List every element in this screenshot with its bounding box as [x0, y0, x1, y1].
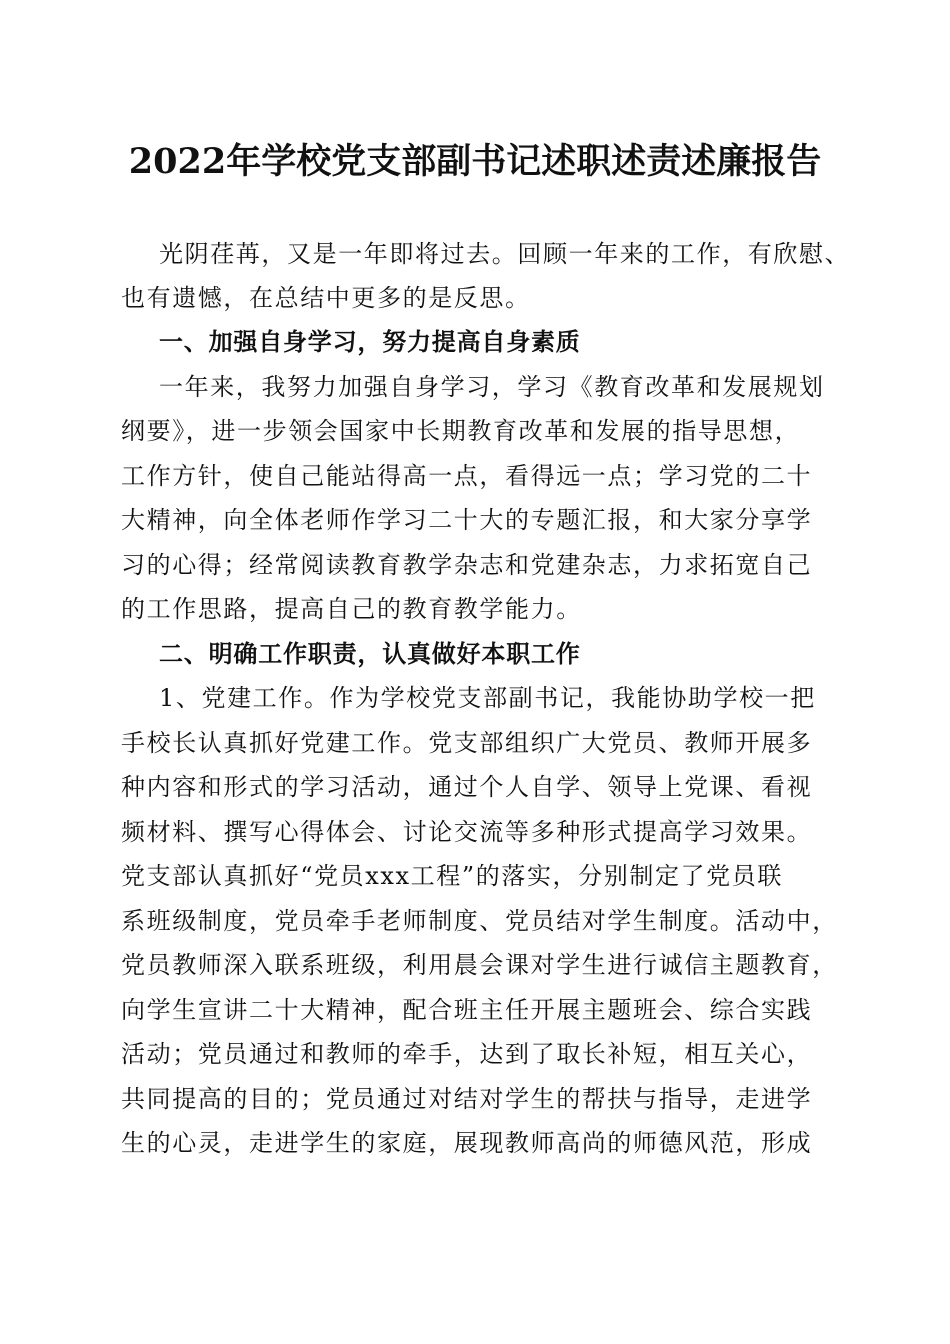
section-heading: 二、明确工作职责，认真做好本职工作: [159, 640, 581, 668]
paragraph-line: 向学生宣讲二十大精神，配合班主任开展主题班会、综合实践: [121, 996, 813, 1024]
document-title: 2022年学校党支部副书记述职述责述廉报告: [128, 141, 822, 182]
section-heading: 一、加强自身学习，努力提高自身素质: [159, 328, 581, 356]
paragraph-line: 的工作思路，提高自己的教育教学能力。: [121, 595, 582, 623]
paragraph-line: 活动；党员通过和教师的牵手，达到了取长补短，相互关心，: [121, 1040, 813, 1068]
paragraph-line: 工作方针，使自己能站得高一点，看得远一点；学习党的二十: [121, 462, 813, 490]
paragraph-line: 频材料、撰写心得体会、讨论交流等多种形式提高学习效果。: [121, 818, 813, 846]
paragraph-line: 党员教师深入联系班级，利用晨会课对学生进行诚信主题教育，: [121, 951, 838, 979]
paragraph-line: 大精神，向全体老师作学习二十大的专题汇报，和大家分享学: [121, 506, 813, 534]
paragraph-line: 手校长认真抓好党建工作。党支部组织广大党员、教师开展多: [121, 729, 813, 757]
paragraph-line: 党支部认真抓好“党员xxx工程”的落实，分别制定了党员联: [121, 862, 783, 890]
paragraph-line: 光阴荏苒，又是一年即将过去。回顾一年来的工作，有欣慰、: [159, 240, 851, 268]
paragraph-line: 习的心得；经常阅读教育教学杂志和党建杂志，力求拓宽自己: [121, 551, 813, 579]
paragraph-line: 系班级制度，党员牵手老师制度、党员结对学生制度。活动中，: [121, 907, 838, 935]
paragraph-line: 生的心灵，走进学生的家庭，展现教师高尚的师德风范，形成: [121, 1129, 813, 1157]
paragraph-line: 纲要》，进一步领会国家中长期教育改革和发展的指导思想，: [121, 417, 801, 445]
paragraph-line: 共同提高的目的；党员通过对结对学生的帮扶与指导，走进学: [121, 1085, 813, 1113]
paragraph-line: 种内容和形式的学习活动，通过个人自学、领导上党课、看视: [121, 773, 813, 801]
paragraph-line: 也有遗憾，在总结中更多的是反思。: [121, 284, 531, 312]
paragraph-line: 一年来，我努力加强自身学习，学习《教育改革和发展规划: [159, 373, 825, 401]
paragraph-line: 1、党建工作。作为学校党支部副书记，我能协助学校一把: [159, 684, 816, 712]
